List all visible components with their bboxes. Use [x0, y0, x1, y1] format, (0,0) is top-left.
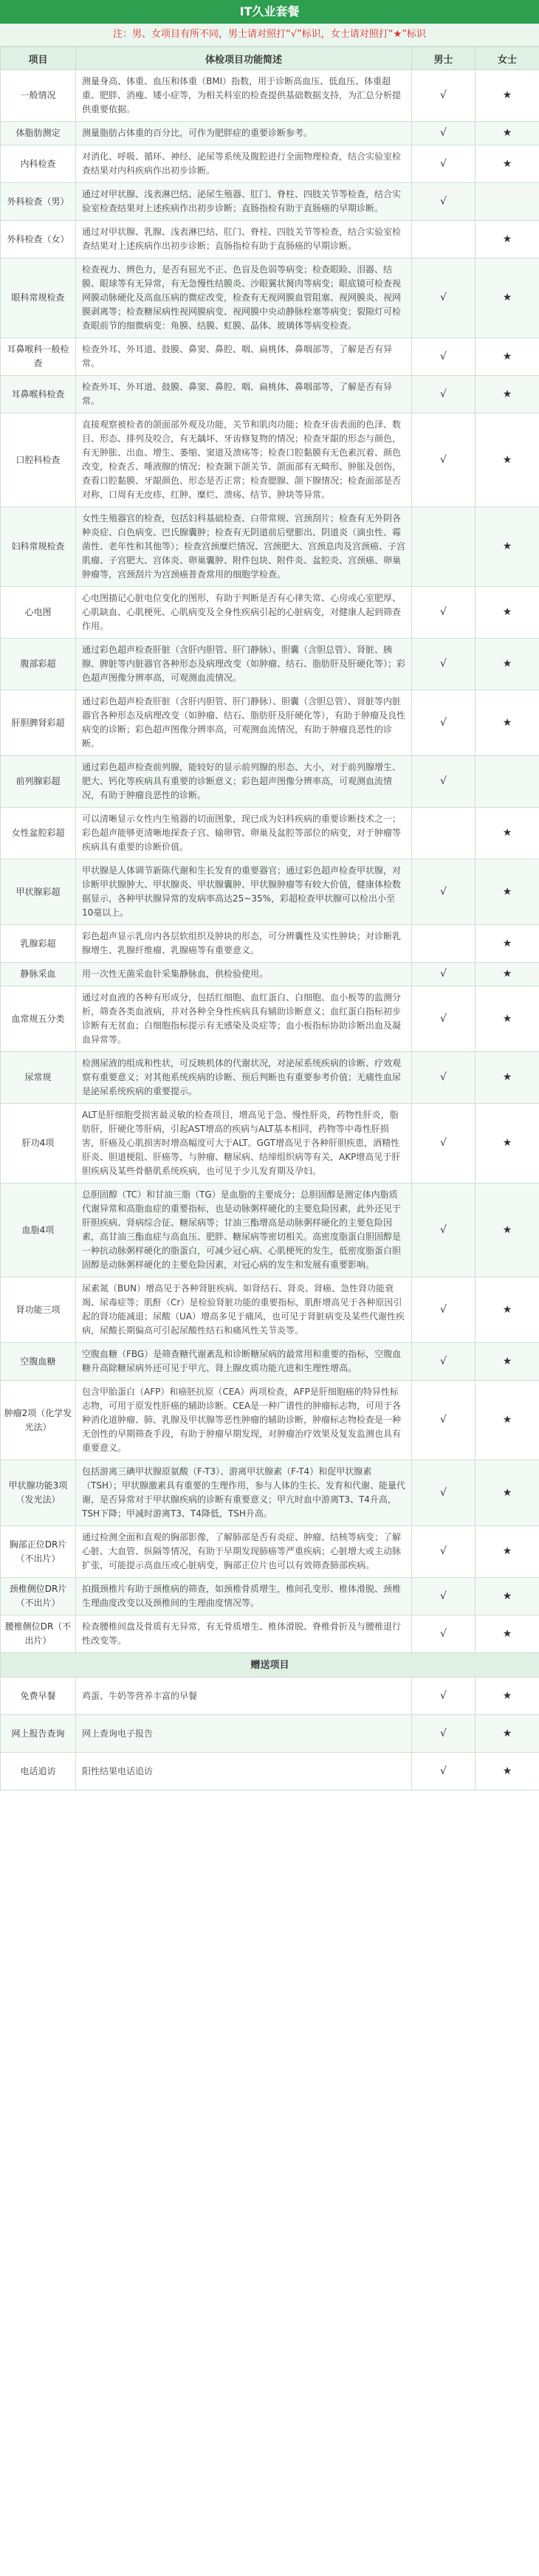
item-name: 耳鼻喉科检查	[1, 376, 76, 413]
item-name: 肾功能三项	[1, 1277, 76, 1343]
male-mark: √	[412, 986, 476, 1052]
male-mark: √	[412, 376, 476, 413]
female-mark: ★	[476, 258, 539, 338]
item-desc: 可以清晰显示女性内生殖器的切面图象，现已成为妇科疾病的重要诊断技术之一；彩色超声能够更清晰地探查子宫、输卵管、卵巢及盆腔等部位的病变，对于肿瘤等疾病具有重要的诊断价值。	[76, 808, 412, 859]
item-desc: 包含甲胎蛋白（AFP）和癌胚抗原（CEA）两项检查，AFP是肝细胞癌的特异性标志物，可用于原发性肝癌的辅助诊断。CEA是一种广谱性的肿瘤标志物，可用于各种消化道肿瘤、肺、乳腺及甲状腺等恶性肿瘤的辅助诊断，肿瘤标志物检查是一种无创性的早期筛查手段，有助于肿瘤早期发现，对肿瘤治疗效果及复发监测也具有重要意义。	[76, 1381, 412, 1460]
item-name: 胸部正位DR片（不出片）	[1, 1526, 76, 1578]
table-row	[1, 925, 539, 963]
table-row	[1, 1277, 539, 1343]
item-desc: 通过对血液的各种有形成分，包括红细胞、血红蛋白、白细胞、血小板等的监测分析，筛查各类血液病，并对各种全身性疾病具有辅助诊断意义；血红蛋白指标初步诊断有无贫血；白细胞指标提示有无感染及炎症等；血小板指标协助诊断出血及凝血异常等。	[76, 986, 412, 1052]
table-row	[1, 70, 539, 122]
female-mark: ★	[476, 122, 539, 145]
male-mark: √	[412, 1578, 476, 1615]
male-mark: √	[412, 639, 476, 690]
item-desc: 测量身高、体重、血压和体重（BMI）指数，用于诊断高血压、低血压、体重超重、肥胖、消瘦、矮小症等，为相关科室的检查提供基础数据支持，为汇总分析提供重要依据。	[76, 70, 412, 122]
table-row	[1, 1343, 539, 1381]
male-mark: √	[412, 122, 476, 145]
male-mark: √	[412, 1104, 476, 1184]
exam-table-body	[1, 70, 539, 1790]
gender-notice: 注：男、女项目有所不同，男士请对照打“√”标识，女士请对照打“★”标识	[0, 24, 539, 47]
table-row	[1, 808, 539, 859]
item-name: 口腔科检查	[1, 413, 76, 507]
male-mark: √	[412, 1615, 476, 1653]
item-desc: 通过彩色超声检查前列腺，能较好的显示前列腺的形态、大小，对于前列腺增生、肥大、钙化等疾病具有重要的诊断意义；彩色超声图像分辨率高，可观测血流情况，有助于肿瘤良恶性的诊断。	[76, 756, 412, 808]
female-mark	[476, 183, 539, 221]
item-desc: 通过检测全面和直观的胸部影像，了解肺部是否有炎症、肿瘤、结核等病变；了解心脏、大血管、纵隔等情况，有助于早期发现肺癌等严重疾病；心脏增大或主动脉扩张，可能提示高血压或心脏病变，胸部正位片也可以有效筛查肺部疾病。	[76, 1526, 412, 1578]
item-desc: 检测尿液的组成和性状，可反映机体的代谢状况，对泌尿系统疾病的诊断、疗效观察有重要意义；对其他系统疾病的诊断、预后判断也有重要参考价值；无痛性血尿是泌尿系统疾病的重要提示。	[76, 1052, 412, 1104]
item-desc: 通过彩色超声检查肝脏（含肝内胆管、肝门静脉）、胆囊（含胆总管）、肾脏等内脏器官各种形态及病理改变（如肿瘤、结石、脂肪肝及肝硬化等），有助于肿瘤及良性病变的诊断；彩色超声图像分辨率高，可观测血流情况，有助于肿瘤良恶性的诊断。	[76, 690, 412, 756]
female-mark: ★	[476, 70, 539, 122]
table-row	[1, 1715, 539, 1753]
item-name: 甲状腺功能3项（发光法）	[1, 1460, 76, 1526]
male-mark: √	[412, 1460, 476, 1526]
item-name: 女性盆腔彩超	[1, 808, 76, 859]
table-row	[1, 690, 539, 756]
male-mark: √	[412, 859, 476, 925]
item-desc: 包括游离三碘甲状腺原氨酸（F-T3）、游离甲状腺素（F-T4）和促甲状腺素（TSH）；甲状腺激素具有重要的生理作用，参与人体的生长、发育和代谢、能量代谢，是否异常对于甲状腺疾病的诊断有重要意义；甲亢时血中游离T3、T4升高，TSH下降；甲减时游离T3、T4降低，TSH升高。	[76, 1460, 412, 1526]
item-desc: 检查腰椎间盘及骨质有无异常，有无骨质增生、椎体滑脱、脊椎骨折及与腰椎退行性改变等。	[76, 1615, 412, 1653]
male-mark: √	[412, 587, 476, 639]
item-name: 妇科常规检查	[1, 507, 76, 587]
item-name: 耳鼻喉科一般检查	[1, 338, 76, 376]
female-mark: ★	[476, 145, 539, 183]
item-name: 体脂肪测定	[1, 122, 76, 145]
item-desc: 阳性结果电话追访	[76, 1753, 412, 1790]
male-mark: √	[412, 183, 476, 221]
table-row	[1, 258, 539, 338]
item-name: 腰椎侧位DR（不出片）	[1, 1615, 76, 1653]
male-mark: √	[412, 1343, 476, 1381]
male-mark	[412, 925, 476, 963]
female-mark: ★	[476, 1052, 539, 1104]
female-mark: ★	[476, 1104, 539, 1184]
table-row	[1, 986, 539, 1052]
male-mark: √	[412, 756, 476, 808]
female-mark: ★	[476, 808, 539, 859]
female-mark: ★	[476, 1715, 539, 1753]
item-name: 空腹血糖	[1, 1343, 76, 1381]
female-mark: ★	[476, 587, 539, 639]
item-name: 心电图	[1, 587, 76, 639]
male-mark	[412, 507, 476, 587]
table-row	[1, 145, 539, 183]
header-male: 男士	[412, 47, 476, 70]
table-row	[1, 1104, 539, 1184]
item-name: 尿常规	[1, 1052, 76, 1104]
item-desc: 通过彩色超声检查肝脏（含肝内胆管、肝门静脉）、胆囊（含胆总管）、肾脏、胰腺、脾脏等内脏器官各种形态及病理改变（如肿瘤、结石、脂肪肝及肝硬化等）；彩色超声图像分辨率高，可观测血流情况。	[76, 639, 412, 690]
package-title: IT久业套餐	[0, 0, 539, 24]
male-mark	[412, 808, 476, 859]
female-mark: ★	[476, 1460, 539, 1526]
female-mark: ★	[476, 1677, 539, 1715]
table-row	[1, 1460, 539, 1526]
table-row	[1, 1052, 539, 1104]
table-row	[1, 1526, 539, 1578]
male-mark: √	[412, 1677, 476, 1715]
male-mark: √	[412, 1381, 476, 1460]
item-desc: 检查外耳、外耳道、鼓膜、鼻窦、鼻腔、咽、扁桃体、鼻咽部等，了解是否有异常。	[76, 376, 412, 413]
item-desc: 总胆固醇（TC）和甘油三脂（TG）是血脂的主要成分；总胆固醇是测定体内脂质代谢异常和高脂血症的重要指标，也是动脉粥样硬化的主要危险因素，此外还见于肝胆疾病、肾病综合征、糖尿病等；甘油三酯增高是动脉粥样硬化的主要危险因素，高甘油三酯血症与高血压、肥胖、糖尿病等密切相关。高密度脂蛋白胆固醇是一种抗动脉粥样硬化的脂蛋白，可减少冠心病、心肌梗死的发生，低密度脂蛋白胆固醇是动脉粥样硬化的主要危险因素，对冠心病的发生和发展有重要影响。	[76, 1184, 412, 1277]
male-mark: √	[412, 70, 476, 122]
item-name: 乳腺彩超	[1, 925, 76, 963]
male-mark: √	[412, 1052, 476, 1104]
item-name: 肿瘤2项（化学发光法）	[1, 1381, 76, 1460]
item-name: 内科检查	[1, 145, 76, 183]
female-mark: ★	[476, 221, 539, 258]
male-mark: √	[412, 413, 476, 507]
item-desc: 拍摄颈椎片有助于颈椎病的筛查，如颈椎骨质增生，椎间孔变形、椎体滑脱、颈椎生理曲度改变以及颈椎间的生理曲度情况等。	[76, 1578, 412, 1615]
male-mark: √	[412, 1715, 476, 1753]
table-row	[1, 1615, 539, 1653]
table-row	[1, 122, 539, 145]
female-mark: ★	[476, 986, 539, 1052]
item-name: 肝胆脾肾彩超	[1, 690, 76, 756]
item-desc: 尿素氮（BUN）增高见于各种肾脏疾病、如肾结石、肾炎、肾癌、急性肾功能衰竭、尿毒症等；肌酐（Cr）是检验肾脏功能的重要指标，肌酐增高见于各种原因引起的肾功能减退；尿酸（UA）增高多见于痛风，也可见于肾脏病变及某些代谢性疾病，尿酸长期偏高可引起尿酸性结石和痛风性关节炎等。	[76, 1277, 412, 1343]
male-mark: √	[412, 145, 476, 183]
item-desc: 空腹血糖（FBG）是筛查糖代谢紊乱和诊断糖尿病的最常用和重要的指标，空腹血糖升高除糖尿病外还可见于甲亢、肾上腺皮质功能亢进和生理性增高。	[76, 1343, 412, 1381]
item-name: 血常规五分类	[1, 986, 76, 1052]
female-mark: ★	[476, 1343, 539, 1381]
female-mark: ★	[476, 1277, 539, 1343]
item-desc: 对消化、呼吸、循环、神经、泌尿等系统及腹腔进行全面物理检查，结合实验室检查结果对内科疾病作出初步诊断。	[76, 145, 412, 183]
female-mark: ★	[476, 690, 539, 756]
gift-section-header	[1, 1653, 539, 1677]
item-name: 甲状腺彩超	[1, 859, 76, 925]
male-mark: √	[412, 258, 476, 338]
female-mark: ★	[476, 963, 539, 986]
table-row	[1, 183, 539, 221]
table-row	[1, 413, 539, 507]
table-row	[1, 587, 539, 639]
item-name: 电话追访	[1, 1753, 76, 1790]
item-name: 外科检查（女）	[1, 221, 76, 258]
table-row	[1, 1677, 539, 1715]
exam-table	[0, 47, 539, 1790]
item-name: 颈椎侧位DR片（不出片）	[1, 1578, 76, 1615]
table-row	[1, 1381, 539, 1460]
male-mark	[412, 221, 476, 258]
table-row	[1, 376, 539, 413]
female-mark: ★	[476, 1753, 539, 1790]
table-row	[1, 507, 539, 587]
item-name: 眼科常规检查	[1, 258, 76, 338]
table-row	[1, 639, 539, 690]
item-desc: 通过对甲状腺、乳腺、浅表淋巴结、肛门、脊柱、四肢关节等检查，结合实验室检查结果对上述疾病作出初步诊断；直肠指检有助于直肠癌的早期诊断。	[76, 221, 412, 258]
female-mark	[476, 756, 539, 808]
female-mark: ★	[476, 1381, 539, 1460]
female-mark: ★	[476, 413, 539, 507]
item-name: 网上报告查询	[1, 1715, 76, 1753]
item-name: 静脉采血	[1, 963, 76, 986]
female-mark: ★	[476, 338, 539, 376]
female-mark: ★	[476, 507, 539, 587]
table-row	[1, 1753, 539, 1790]
female-mark: ★	[476, 639, 539, 690]
male-mark: √	[412, 338, 476, 376]
table-header-row	[1, 47, 539, 70]
table-row	[1, 338, 539, 376]
male-mark: √	[412, 1184, 476, 1277]
female-mark: ★	[476, 1578, 539, 1615]
table-row	[1, 1184, 539, 1277]
item-desc: 彩色超声显示乳房内各层软组织及肿块的形态，可分辨囊性及实性肿块；对诊断乳腺增生、乳腺纤维瘤、乳腺癌等有重要意义。	[76, 925, 412, 963]
item-desc: 甲状腺是人体调节新陈代谢和生长发育的重要器官；通过彩色超声检查甲状腺，对诊断甲状腺肿大、甲状腺炎、甲状腺囊肿、甲状腺肿瘤等有较大价值，健康体检数据显示，各种甲状腺异常的发病率高达25~35%，彩超检查甲状腺可以检出小至10毫以上。	[76, 859, 412, 925]
male-mark: √	[412, 1277, 476, 1343]
female-mark: ★	[476, 1615, 539, 1653]
item-desc: 检查视力、辨色力，是否有屈光不正、色盲及色弱等病变；检查眼睑、泪器、结膜、眼球等有无异常，有无急慢性结膜炎、沙眼翼状胬肉等病变；眼底镜可检查视网膜动脉硬化及高血压病的微症改变，检查有无视网膜血管阻塞、视网膜炎、视网膜剥离等；检查糖尿病性视网膜病变、视网膜中央动静脉栓塞等病变；裂隙灯可检查眼前节的细微病变：角膜、结膜、虹膜、晶体、玻璃体等病变检查。	[76, 258, 412, 338]
header-item: 项目	[1, 47, 76, 70]
table-row	[1, 859, 539, 925]
item-desc: 通过对甲状腺、浅表淋巴结、泌尿生殖器、肛门、脊柱、四肢关节等检查，结合实验室检查结果对上述疾病作出初步诊断；直肠指检有助于直肠癌的早期诊断。	[76, 183, 412, 221]
female-mark: ★	[476, 1526, 539, 1578]
item-desc: 网上查询电子报告	[76, 1715, 412, 1753]
item-name: 腹部彩超	[1, 639, 76, 690]
table-row	[1, 756, 539, 808]
item-desc: 测量脂肪占体重的百分比，可作为肥胖症的重要诊断参考。	[76, 122, 412, 145]
female-mark: ★	[476, 376, 539, 413]
item-desc: 心电图描记心脏电位变化的图形，有助于判断是否有心律失常、心房或心室肥厚、心肌缺血、心肌梗死、心肌病变及全身性疾病引起的心脏病变，对健康人起到筛查作用。	[76, 587, 412, 639]
table-row	[1, 963, 539, 986]
female-mark: ★	[476, 925, 539, 963]
female-mark: ★	[476, 1184, 539, 1277]
item-desc: 直接观察被检者的颌面部外观及功能，关节和肌肉功能；检查牙齿表面的色泽、数目、形态、排列及咬合，有无龋坏、牙齿修复物的情况；检查牙龈的形态与颜色，有无肿胀、出血、增生、萎缩、窦道及溃疡等；检查口腔黏膜有无色素沉着、颜色改变，检查舌、唾液腺的情况；检查颞下颌关节、颌面部有无畸形、肿胀及创伤，查看口腔黏膜、牙龈颜色、形态是否正常；检查腮腺、颌下腺情况；检查面部是否对称，口周有无皮疹、红肿、糜烂、溃疡、结节、肿块等异常。	[76, 413, 412, 507]
item-desc: 用一次性无菌采血针采集静脉血，供检验使用。	[76, 963, 412, 986]
header-desc: 体检项目功能简述	[76, 47, 412, 70]
item-desc: 检查外耳、外耳道、鼓膜、鼻窦、鼻腔、咽、扁桃体、鼻咽部等，了解是否有异常。	[76, 338, 412, 376]
header-female: 女士	[476, 47, 539, 70]
item-name: 外科检查（男）	[1, 183, 76, 221]
item-name: 前列腺彩超	[1, 756, 76, 808]
table-row	[1, 221, 539, 258]
table-row	[1, 1578, 539, 1615]
item-name: 肝功4项	[1, 1104, 76, 1184]
male-mark: √	[412, 1526, 476, 1578]
item-desc: 鸡蛋、牛奶等营养丰富的早餐	[76, 1677, 412, 1715]
male-mark: √	[412, 963, 476, 986]
item-name: 一般情况	[1, 70, 76, 122]
male-mark: √	[412, 690, 476, 756]
item-desc: 女性生殖器官的检查，包括妇科基础检查、白带常规、宫颈刮片；检查有无外阴各种炎症、白色病变、巴氏腺囊肿；检查有无阴道前后壁膨出、阴道炎（滴虫性、霉菌性、老年性和其他等）；检查宫颈糜烂情况、宫颈肥大、宫颈息肉及宫颈癌、子宫肌瘤、子宫肥大、宫体炎、卵巢囊肿、附件包块、附件炎、盆腔炎、宫颈癌、卵巢肿瘤等，宫颈刮片为宫颈癌普查常用的细胞学检查。	[76, 507, 412, 587]
female-mark: ★	[476, 859, 539, 925]
gift-title: 赠送项目	[1, 1653, 539, 1677]
male-mark: √	[412, 1753, 476, 1790]
item-name: 血脂4项	[1, 1184, 76, 1277]
item-name: 免费早餐	[1, 1677, 76, 1715]
item-desc: ALT是肝细胞受损害最灵敏的检查项目，增高见于急、慢性肝炎，药物性肝炎，脂肪肝，肝硬化等肝病，引起AST增高的疾病与ALT基本相同，药物等中毒性肝损害，肝癌及心肌损害时增高幅度可大于ALT。GGT增高见于各种肝胆疾患，酒精性肝炎、胆道梗阻、肝癌等，与肿瘤、糖尿病、结缔组织病等有关，AKP增高见于肝胆疾病及某些骨骼肌系统疾病，也可见于少儿发育期及孕妇。	[76, 1104, 412, 1184]
